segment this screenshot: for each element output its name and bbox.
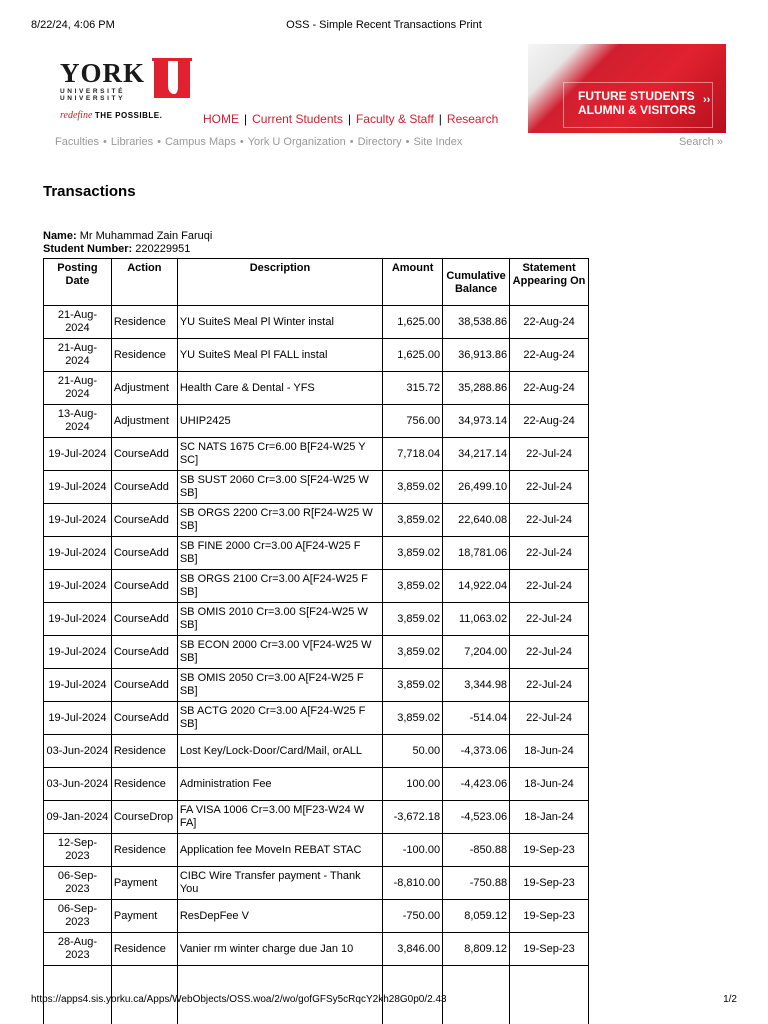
- description-cell: CIBC Wire Transfer payment - Thank You: [177, 867, 382, 900]
- statement-date-cell: 22-Jul-24: [510, 537, 589, 570]
- description-cell: Health Care & Dental - YFS: [177, 372, 382, 405]
- subnav-dot: •: [157, 136, 161, 148]
- table-row: [44, 702, 589, 735]
- action-cell: Residence: [111, 933, 177, 966]
- amount-cell: 315.72: [383, 372, 443, 405]
- amount-cell: 756.00: [383, 405, 443, 438]
- balance-cell: -4,373.06: [443, 735, 510, 768]
- logo-sub-fr: UNIVERSITÉ: [60, 88, 126, 95]
- description-cell: SB FINE 2000 Cr=3.00 A[F24-W25 F SB]: [177, 537, 382, 570]
- nav-separator: |: [438, 112, 442, 126]
- col-header-action: Action: [111, 259, 177, 306]
- posting-date-cell: 19-Jul-2024: [44, 636, 112, 669]
- action-cell: Residence: [111, 735, 177, 768]
- amount-cell: -100.00: [383, 834, 443, 867]
- balance-cell: 34,217.14: [443, 438, 510, 471]
- print-url: https://apps4.sis.yorku.ca/Apps/WebObjects/OSS.woa/2/wo/gofGFSy5cRqcY2kh28G0p0/2.43: [31, 994, 447, 1005]
- posting-date-cell: 21-Aug-2024: [44, 372, 112, 405]
- description-cell: SB ECON 2000 Cr=3.00 V[F24-W25 W SB]: [177, 636, 382, 669]
- banner-line-1: FUTURE STUDENTS: [578, 89, 695, 103]
- description-cell: SB ORGS 2200 Cr=3.00 R[F24-W25 W SB]: [177, 504, 382, 537]
- balance-cell: 7,204.00: [443, 636, 510, 669]
- table-row: [44, 504, 589, 537]
- table-row: [44, 372, 589, 405]
- table-row: [44, 405, 589, 438]
- description-cell: Application fee MoveIn REBAT STAC: [177, 834, 382, 867]
- table-row: [44, 570, 589, 603]
- table-row: [44, 801, 589, 834]
- number-label: Student Number:: [43, 243, 133, 255]
- posting-date-cell: 19-Jul-2024: [44, 504, 112, 537]
- col-header-amount: Amount: [383, 259, 443, 306]
- statement-date-cell: 22-Jul-24: [510, 504, 589, 537]
- posting-date-cell: 19-Jul-2024: [44, 603, 112, 636]
- logo-university-text: [60, 88, 125, 102]
- description-cell: FA VISA 1006 Cr=3.00 M[F23-W24 W FA]: [177, 801, 382, 834]
- table-header-row: [44, 259, 589, 306]
- action-cell: Residence: [111, 768, 177, 801]
- action-cell: Residence: [111, 306, 177, 339]
- statement-date-cell: 22-Aug-24: [510, 339, 589, 372]
- description-cell: Lost Key/Lock-Door/Card/Mail, orALL: [177, 735, 382, 768]
- amount-cell: 7,718.04: [383, 438, 443, 471]
- transactions-body: [44, 306, 589, 1024]
- subnav-faculties-link[interactable]: Faculties: [55, 136, 100, 148]
- top-nav: [203, 112, 498, 126]
- balance-cell: 8,059.12: [443, 900, 510, 933]
- statement-date-cell: 22-Jul-24: [510, 438, 589, 471]
- tagline-italic: redefine: [60, 110, 93, 121]
- action-cell: CourseDrop: [111, 801, 177, 834]
- nav-faculty-staff-link[interactable]: Faculty & Staff: [355, 112, 434, 126]
- transactions-table: [43, 258, 589, 1024]
- balance-cell: 38,538.86: [443, 306, 510, 339]
- statement-date-cell: 19-Sep-23: [510, 867, 589, 900]
- amount-cell: 100.00: [383, 768, 443, 801]
- action-cell: CourseAdd: [111, 603, 177, 636]
- balance-cell: 36,913.86: [443, 339, 510, 372]
- balance-cell: -850.88: [443, 834, 510, 867]
- amount-cell: -8,810.00: [383, 867, 443, 900]
- statement-date-cell: 18-Jan-24: [510, 801, 589, 834]
- statement-date-cell: 19-Sep-23: [510, 900, 589, 933]
- subnav-organization-link[interactable]: York U Organization: [247, 136, 346, 148]
- statement-date-cell: 18-Jun-24: [510, 768, 589, 801]
- description-cell: SB OMIS 2010 Cr=3.00 S[F24-W25 W SB]: [177, 603, 382, 636]
- york-u-icon: [152, 58, 192, 102]
- student-number: 220229951: [135, 243, 191, 255]
- action-cell: Payment: [111, 900, 177, 933]
- logo-york-wordmark: YORK: [60, 58, 145, 88]
- statement-date-cell: 22-Jul-24: [510, 636, 589, 669]
- balance-cell: 34,973.14: [443, 405, 510, 438]
- print-header: [31, 19, 737, 33]
- amount-cell: 3,859.02: [383, 636, 443, 669]
- statement-date-cell: 18-Jun-24: [510, 735, 589, 768]
- table-row: [44, 669, 589, 702]
- description-cell: SB SUST 2060 Cr=3.00 S[F24-W25 W SB]: [177, 471, 382, 504]
- name-label: Name:: [43, 230, 77, 242]
- amount-cell: 3,859.02: [383, 603, 443, 636]
- page-number: 1/2: [723, 994, 737, 1005]
- statement-date-cell: 19-Sep-23: [510, 834, 589, 867]
- subnav-campus-maps-link[interactable]: Campus Maps: [164, 136, 236, 148]
- empty-cell: [510, 966, 589, 1024]
- balance-cell: -514.04: [443, 702, 510, 735]
- table-row: [44, 438, 589, 471]
- statement-date-cell: 22-Aug-24: [510, 405, 589, 438]
- amount-cell: 1,625.00: [383, 339, 443, 372]
- action-cell: CourseAdd: [111, 570, 177, 603]
- statement-date-cell: 22-Aug-24: [510, 372, 589, 405]
- posting-date-cell: 21-Aug-2024: [44, 339, 112, 372]
- table-row: [44, 537, 589, 570]
- nav-current-students-link[interactable]: Current Students: [252, 112, 343, 126]
- table-row: [44, 900, 589, 933]
- description-cell: ResDepFee V: [177, 900, 382, 933]
- balance-cell: -750.88: [443, 867, 510, 900]
- nav-research-link[interactable]: Research: [446, 112, 499, 126]
- future-students-banner[interactable]: [528, 44, 726, 133]
- action-cell: CourseAdd: [111, 702, 177, 735]
- subnav-dot: •: [349, 136, 354, 148]
- posting-date-cell: 19-Jul-2024: [44, 570, 112, 603]
- action-cell: CourseAdd: [111, 537, 177, 570]
- action-cell: CourseAdd: [111, 438, 177, 471]
- sub-nav: [55, 136, 462, 148]
- balance-cell: 18,781.06: [443, 537, 510, 570]
- posting-date-cell: 19-Jul-2024: [44, 702, 112, 735]
- amount-cell: 3,859.02: [383, 504, 443, 537]
- posting-date-cell: 28-Aug-2023: [44, 933, 112, 966]
- posting-date-cell: 09-Jan-2024: [44, 801, 112, 834]
- student-info: [43, 230, 212, 256]
- description-cell: YU SuiteS Meal Pl Winter instal: [177, 306, 382, 339]
- empty-cell: [443, 966, 510, 1024]
- action-cell: CourseAdd: [111, 636, 177, 669]
- student-name-row: [43, 230, 212, 243]
- amount-cell: 1,625.00: [383, 306, 443, 339]
- posting-date-cell: 13-Aug-2024: [44, 405, 112, 438]
- action-cell: CourseAdd: [111, 471, 177, 504]
- balance-cell: 22,640.08: [443, 504, 510, 537]
- table-row: [44, 867, 589, 900]
- posting-date-cell: 21-Aug-2024: [44, 306, 112, 339]
- posting-date-cell: 12-Sep-2023: [44, 834, 112, 867]
- amount-cell: -750.00: [383, 900, 443, 933]
- table-row: [44, 636, 589, 669]
- balance-cell: 11,063.02: [443, 603, 510, 636]
- balance-cell: 8,809.12: [443, 933, 510, 966]
- col-header-description: Description: [177, 259, 382, 306]
- page-title: Transactions: [43, 183, 136, 200]
- balance-cell: 26,499.10: [443, 471, 510, 504]
- table-row: [44, 834, 589, 867]
- description-cell: SB ORGS 2100 Cr=3.00 A[F24-W25 F SB]: [177, 570, 382, 603]
- statement-date-cell: 19-Sep-23: [510, 933, 589, 966]
- subnav-directory-link[interactable]: Directory: [357, 136, 402, 148]
- posting-date-cell: 06-Sep-2023: [44, 867, 112, 900]
- posting-date-cell: 19-Jul-2024: [44, 537, 112, 570]
- tagline-bold: THE POSSIBLE.: [94, 111, 163, 120]
- posting-date-cell: 19-Jul-2024: [44, 438, 112, 471]
- description-cell: SC NATS 1675 Cr=6.00 B[F24-W25 Y SC]: [177, 438, 382, 471]
- statement-date-cell: 22-Jul-24: [510, 570, 589, 603]
- table-row: [44, 768, 589, 801]
- action-cell: CourseAdd: [111, 669, 177, 702]
- table-row: [44, 339, 589, 372]
- col-header-cumulative-balance: Cumulative Balance: [443, 259, 510, 306]
- amount-cell: 3,859.02: [383, 669, 443, 702]
- table-row: [44, 603, 589, 636]
- table-row: [44, 306, 589, 339]
- balance-cell: -4,423.06: [443, 768, 510, 801]
- col-header-statement-on: Statement Appearing On: [510, 259, 589, 306]
- description-cell: Vanier rm winter charge due Jan 10: [177, 933, 382, 966]
- subnav-site-index-link[interactable]: Site Index: [413, 136, 463, 148]
- table-row: [44, 735, 589, 768]
- search-link[interactable]: Search »: [678, 136, 723, 148]
- statement-date-cell: 22-Jul-24: [510, 471, 589, 504]
- tagline: [60, 110, 162, 121]
- amount-cell: 3,859.02: [383, 570, 443, 603]
- nav-separator: |: [244, 112, 248, 126]
- statement-date-cell: 22-Jul-24: [510, 669, 589, 702]
- amount-cell: 3,859.02: [383, 702, 443, 735]
- statement-date-cell: 22-Jul-24: [510, 603, 589, 636]
- nav-home-link[interactable]: HOME: [203, 112, 239, 126]
- posting-date-cell: 06-Sep-2023: [44, 900, 112, 933]
- banner-line-2: ALUMNI & VISITORS: [578, 103, 696, 117]
- description-cell: SB ACTG 2020 Cr=3.00 A[F24-W25 F SB]: [177, 702, 382, 735]
- posting-date-cell: 03-Jun-2024: [44, 768, 112, 801]
- subnav-dot: •: [103, 136, 107, 148]
- posting-date-cell: 03-Jun-2024: [44, 735, 112, 768]
- logo-sub-en: UNIVERSITY: [60, 95, 126, 102]
- action-cell: Adjustment: [111, 372, 177, 405]
- statement-date-cell: 22-Jul-24: [510, 702, 589, 735]
- col-header-posting-date: Posting Date: [44, 259, 112, 306]
- balance-cell: 3,344.98: [443, 669, 510, 702]
- description-cell: SB OMIS 2050 Cr=3.00 A[F24-W25 F SB]: [177, 669, 382, 702]
- amount-cell: 50.00: [383, 735, 443, 768]
- amount-cell: 3,859.02: [383, 537, 443, 570]
- action-cell: Payment: [111, 867, 177, 900]
- balance-cell: 35,288.86: [443, 372, 510, 405]
- description-cell: UHIP2425: [177, 405, 382, 438]
- subnav-libraries-link[interactable]: Libraries: [110, 136, 154, 148]
- amount-cell: 3,846.00: [383, 933, 443, 966]
- balance-cell: 14,922.04: [443, 570, 510, 603]
- print-date: 8/22/24, 4:06 PM: [31, 19, 115, 31]
- amount-cell: 3,859.02: [383, 471, 443, 504]
- print-title: OSS - Simple Recent Transactions Print: [286, 19, 482, 31]
- subnav-dot: •: [405, 136, 410, 148]
- action-cell: Residence: [111, 339, 177, 372]
- statement-date-cell: 22-Aug-24: [510, 306, 589, 339]
- posting-date-cell: 19-Jul-2024: [44, 471, 112, 504]
- banner-text: [578, 89, 696, 117]
- action-cell: CourseAdd: [111, 504, 177, 537]
- table-row: [44, 471, 589, 504]
- description-cell: YU SuiteS Meal Pl FALL instal: [177, 339, 382, 372]
- double-chevron-icon: ››: [703, 94, 711, 106]
- balance-cell: -4,523.06: [443, 801, 510, 834]
- amount-cell: -3,672.18: [383, 801, 443, 834]
- subnav-dot: •: [239, 136, 244, 148]
- description-cell: Administration Fee: [177, 768, 382, 801]
- student-number-row: [43, 243, 212, 256]
- table-row: [44, 933, 589, 966]
- student-name: Mr Muhammad Zain Faruqi: [79, 230, 213, 242]
- nav-separator: |: [347, 112, 351, 126]
- action-cell: Residence: [111, 834, 177, 867]
- action-cell: Adjustment: [111, 405, 177, 438]
- york-logo[interactable]: [60, 58, 195, 104]
- posting-date-cell: 19-Jul-2024: [44, 669, 112, 702]
